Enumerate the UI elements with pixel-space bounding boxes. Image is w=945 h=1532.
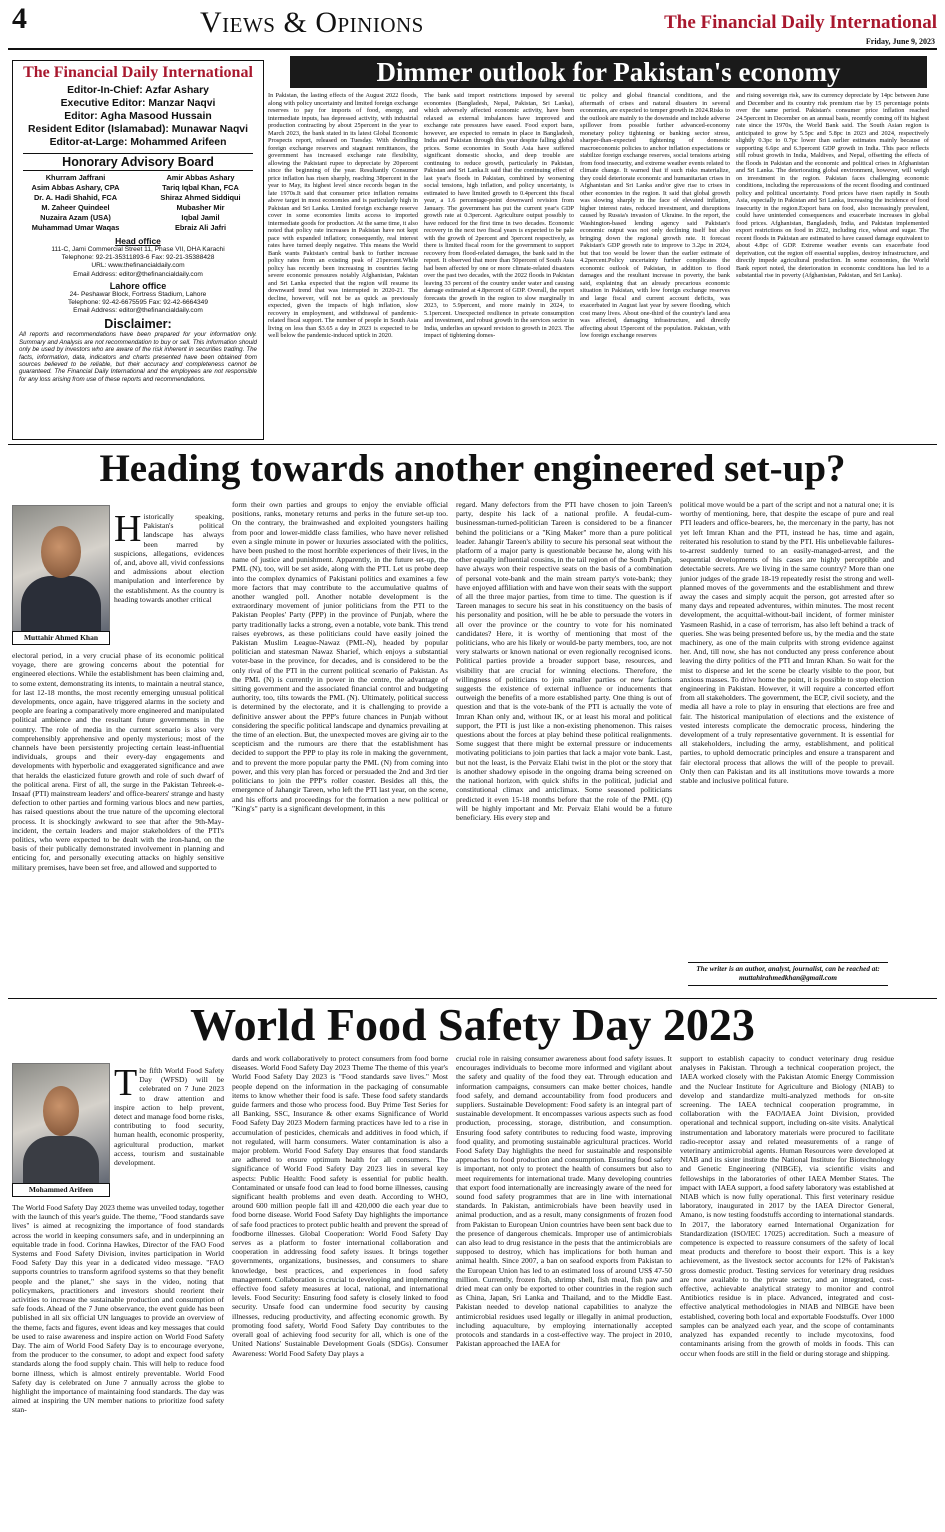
lahore-office-address: [13, 291, 263, 316]
advisor: M. Zaheer Quindeel: [41, 203, 110, 212]
page-number: 4: [12, 2, 27, 35]
disclaimer-text: All reports and recommendations have been prepared for your information only. Summary and Analysis are not recommendation to buy or sell. This information should only be used by investors who are aware of the risk inherent in securities trading. The facts, information, data, indicators and charts presented have been obtained from sources believed to be reliable, but their accuracy and completeness cannot be guaranteed. The Financial Daily International and the employees are not responsible for any loss arising from use of these reports and recommendations.: [19, 331, 257, 383]
article1-column: [424, 92, 574, 438]
article2-headline: Heading towards another engineered set-up?: [99, 447, 846, 490]
address-line: Telephone: 92-21-35311893-6 Fax: 92-21-35388428: [61, 254, 215, 262]
advisory-board: [13, 173, 263, 233]
author-caption: Mohammed Arifeen: [12, 1183, 110, 1197]
staff-line: Editor-In-Chief: Azfar Ashary: [67, 85, 209, 96]
advisor: Tariq Iqbal Khan, FCA: [162, 183, 239, 192]
article1-column: [736, 92, 929, 438]
staff-line: Executive Editor: Manzar Naqvi: [60, 98, 216, 109]
article1-paragraph: and rising sovereign risk, saw its currency depreciate by 14pc between June and December and its country risk premium rise by 15 percentage points over the same period. Pakistan's consumer price inflation reached 24.5percent in December on an annual basis, recently coming off its highest rate since the 1970s, the World Bank said. The South Asian region is anticipated to grow by 5.5pc and 5.8pc in 2023 and 2024, respectively slightly 0.3pc to 0.7pc lower than earlier estimates mainly because of supporting 6.6pc and 6.3percent GDP growth in India. This pace reflects still robust growth in India, Maldives, and Nepal, offsetting the effects of the floods in Pakistan and the economic and political crises in Afghanistan and Sri Lanka. The deteriorating global environment, however, will weigh on investment in the region. Pakistan faces challenging economic conditions, including the repercussions of the recent flooding and continued policy and political uncertainty. Food prices have risen rapidly in South Asia, especially in Pakistan and Sri Lanka, increasing the incidence of food insecurity in the region.Export bans on food, also increasingly prevalent, could have unintended consequences and exacerbate increases in global food prices. Afghanistan, Bangladesh, India, and Pakistan implemented export restrictions on food in 2022, including rice, wheat and sugar. The recent floods in Pakistan are estimated to have caused damage equivalent to about 4.8pc of GDP. Extreme weather events can exacerbate food deprivation, cut the region off essential supplies, destroy infrastructure, and directly impede agricultural production. In some economies, the World Bank report noted, the deterioration in economic conditions has led to a substantial rise in poverty (Afghanistan, Pakistan, and Sri Lanka).: [736, 92, 929, 279]
staff-list: [13, 84, 263, 149]
advisor: Ebraiz Ali Jafri: [174, 223, 227, 232]
advisor: Khurram Jaffrani: [45, 173, 106, 182]
head-office-address: [13, 246, 263, 279]
drop-cap: H: [114, 512, 142, 550]
email-link[interactable]: Email Address: editor@thefinancialdaily.com: [73, 307, 203, 315]
article3-intro: [114, 1066, 224, 1201]
author-caption: Muttahir Ahmed Khan: [12, 631, 110, 645]
head-office-title: Head office: [115, 236, 161, 246]
advisor: Mubasher Mir: [176, 203, 225, 212]
article2-paragraph: regard. Many defectors from the PTI have chosen to join Tareen's party, despite his lack of a national profile. A feudal-cum-businessman-turned-politician Tareen is considered to be a financer behind the politicians or a "King Maker" more than a pure political leader. Jahangir Tareen's ability to secure his personal seat without the platform of a major party is questionable because he, along with his other equally influential cousins, in the tail region of the South Punjab, have always won their respective seats on the basis of a combination of personal vote-bank and the main stream party's vote-bank; they have enjoyed affiliation with and have won their seats with the support of all the three major parties, from time to time. The question is if Tareen manages to secure his seat in his constituency on the basis of his personality and position, will he be able to persuade the voters in all over the province or the country to vote for his nominated candidates? Here, it is worthy of mentioning that most of the politicians, who are his likely or would-be party members, too, are not very stalwarts or known national or even regionally recognised icons. Political parties provide a broader support base, resources, and visibility that are crucial for winning elections. Therefore, the willingness of politicians to join smaller parties or new factions suggests the existence of external influence or inducements that outweigh the benefits of a more established party. One thing is out of question and that is the vote-bank of the PTI is actually the vote of Imran Khan only and, without IK, or at least his moral and political support, the PTI is just like a non-existing phenomenon. This raises questions about the forces at play behind these political realignments. Some suggest that there might be external pressure or inducements motivating politicians to join parties that lack a major vote bank. Last, but not the least, is the Pervaiz Elahi twist in the plot or the story that is another shadowy episode in the ongoing drama being screened on the national horizon, with quick shifts in the political, judicial and constitutional climax and anticlimax. Some seasoned politicians predicted it even 15-18 months before that the role of the PML (Q) will be highly important and Mr. Pervaiz Elahi would be a future beneficiary. His every step and: [456, 500, 672, 822]
article2-lead: istorically speaking, Pakistan's political landscape has always been marred by suspicions, allegations, evidences of, and, above all, vivid confessions and admissions about election manipulation and interference by the establishment. As the country is heading towards another critical: [114, 512, 224, 604]
advisory-right: [138, 173, 263, 233]
header-rule: [8, 48, 937, 50]
article3-column: [12, 1203, 224, 1525]
author-photo: [12, 1063, 110, 1187]
address-line: 111-C, Jami Commercial Street 11, Phase VII, DHA Karachi: [51, 246, 225, 253]
staff-line: Editor: Agha Masood Hussain: [64, 111, 212, 122]
address-line: Telephone: 92-42-6675595 Fax: 92-42-6664349: [67, 299, 209, 307]
article2-paragraph: electoral period, in a very crucial phase of its economic political voyage, there are growing concerns about the potential for engineered elections. While the establishment has been claiming and, to some extent, demonstrating its intents, to maintain a neutral stance, for last 12-18 months, the most recently emerging unusual political developments, once again, have triggered alarms in the society and people are fearing a comparatively more engineered and manipulated political ambience and the resultant future governments in the country. The role of media in the current scenario is also very comprehensibly apprehensive and openly mysterious; most of the channels have been persistently projecting certain least-influential individuals, groups and their every-day engagements and developments with hyperbolic and exaggerated significance and awe that heralds the elasticized future growth and role of such dwarf of the political arena. First of all, the surge in the Pakistan Tehreek-e-Insaaf (PTI) mainstream leaders' and office-bearers' strange and hasty defection to other parties and forming various blocs and new parties, has raised questions about the true nature of the upcoming electoral process. It is shockingly awkward to see that after the 9th-May-incident, the certain leaders and major stakeholders of the PTI's politics, who were expected to be dealt with the iron-hand, on the basis of their publically demonstrated involvement in planning and enticing for, and personally executing attacks on highly sensitive military premises, have been set free, and allowed and supported to: [12, 651, 224, 872]
advisor: Dr. A. Hadi Shahid, FCA: [33, 193, 118, 202]
advisor: Iqbal Jamil: [181, 213, 220, 222]
article2-column: [456, 500, 672, 996]
advisory-left: [13, 173, 138, 233]
section-title: Views & Opinions: [200, 6, 424, 39]
article3-paragraph: dards and work collaboratively to protect consumers from food borne diseases. World Food Safety Day 2023 Theme The theme of this year's World Food Safety Day 2023 is "Food standards save lives." Most people depend on the information in the packaging of consumable items to know whether their food is safe. These food safety standards guide farmers and those who process food. Buy Prime Test Series for all Banking, SSC, Insurance & other exams Significance of World Food Safety Day 2023 Modern farming practices have led to a rise in accumulation of pesticides, chemicals and additives in food which, if not regulated, will harm consumers. Water contamination is also a major problem. World Food Safety Day ensures that food standards are adhered to ensure optimum health for all consumers. The significance of World Food Safety Day 2023 lies in several key aspects: Public Health: Food safety is essential for public health. Contaminated or unsafe food can lead to food borne illnesses, causing significant health problems and even death. According to WHO, around 600 million people fall ill and 420,000 die each year due to food borne disease. World Food Safety Day highlights the importance of safe food practices to protect public health and prevent the spread of foodborne illnesses. Global Cooperation: World Food Safety Day serves as a platform to foster international collaboration and cooperation in addressing food safety issues. It brings together governments, organizations, businesses, and consumers to share knowledge, best practices, and experiences in food safety management. Collaboration is crucial to developing and implementing effective food safety measures at local, national, and international levels. Food Security: Ensuring food safety is closely linked to food security. Unsafe food can undermine food security by causing illnesses, reducing productivity, and affecting economic growth. By promoting food safety, World Food Safety Day contributes to the overall goal of achieving food security for all, which is one of the United Nations' Sustainable Development Goals (SDGs). Consumer Awareness: World Food Safety Day plays a: [232, 1054, 448, 1358]
article3-headline: World Food Safety Day 2023: [190, 999, 755, 1050]
article2-paragraph: political move would be a part of the script and not a natural one; it is worthy of mentioning, here, that despite the escape of pure and real PTI leaders and office-bearers, he, the mercenary in the party, has not yet left Imran Khan and the PTI, instead he has, time and again, reiterated his resolution to stand by the PTI. His unbelievable failures-to-arrest suddenly turned to an easily-managed-arrest, and the sequential developments of his cases are highly perceptible and detectable secrets. Are we living in the same country? More than one junior judges of the grade 18-19 repeatedly resist the strong and well-planned moves of the governments and the establishment and threw away the cases and simply acquit the person, got arrested after so many days and repeated adventures, within minutes. The most recent development, the acquittal-without-bail incident, of former minister Yasmeen Rashid, in a case of terrorism, has also left behind a track of queries. She was being presented before us, by the media and the state machinery, as one of the main culprits with strong evidence against her. And, till now, she has not conducted any press conference about leaving the dirty politics of the PTI and Imran Khan. So wait for the mist to disperse and let the scene be clearly visible to the poor, but anxious masses. To drive home the point, it is possible to stop election engineering in Pakistan. However, it will require a concerted effort from all stakeholders. The government, the ECP, civil society, and the media all have a role to play in ensuring that elections are free and fair. The historical manipulation of elections and the existence of vested interests complicate the democratic process, hindering the development of a truly representative government. It is essential for all stakeholders, including the army, establishment, and political parties, to uphold democratic principles and ensure a transparent and fair electoral process that allows the will of the people to prevail. Only then can Pakistan and its all institutions move towards a more stable and inclusive political future.: [680, 500, 894, 786]
author-photo: [12, 505, 110, 633]
article3-lead: he fifth World Food Safety Day (WFSD) will be celebrated on 7 June 2023 to draw attention and inspire action to help prevent, detect and manage food borne risks, contributing to food security, human health, economic prosperity, agricultural production, market access, tourism and sustainable development.: [114, 1066, 224, 1168]
article2-column: [12, 651, 224, 996]
advisor: Shiraz Ahmed Siddiqui: [160, 193, 241, 202]
advisor: Muhammad Umar Waqas: [31, 223, 120, 232]
article2-intro: [114, 512, 224, 652]
writer-note: The writer is an author, analyst, journalist, can be reached at: muttahirahmedkhan@gmail.com: [688, 962, 888, 986]
email-link[interactable]: Email Address: editor@thefinancialdaily.com: [73, 270, 203, 278]
article2-paragraph: form their own parties and groups to enjoy the enviable official positions, ranks, monetary returns and perks in the future set-up too. On the contrary, the brainwashed and exploited youngsters hailing from poor and lower-middle class families, who have never relished even a single minute in power or luxuries associated with the politics, have been pushed to the most horrible experiences of their lives, in the name of justice and punishment. Apparently, in the future set-up, the PML (N), too, will be set aside, along with the PTI. Let us probe deep into the complex dynamics of Pakistani politics and examines a few more factors that may contribute to the accumulative qualms of another wangled poll. Another notable development is the extraordinary movement of junior politicians from the PTI to the Pakistan Peoples' Party (PPP) in the province of Punjab, where the party traditionally lacks a strong, even a notable, vote bank. This trend raises eyebrows, as these politicians could have easily joined the Pakistan Muslim League-Nawaz (PML-N), headed by popular politician and statesman Nawaz Sharief, which enjoys a substantial voter-base in the province, for decades, and is considered to be the only rival of the PTI in the current political scenario of Pakistan. As the PML (N) is currently in power in the centre, the advantage of sitting government and the associated financial control and budgeting authority, too, tilts towards the PML (N). Ultimately, political success is determined by the electorate, and it is challenging to provide a definitive answer about the PPP's future chances in Punjab without considering the specific political landscape and dynamics prevailing at the time of an election. But, the unexpected moves are giving air to the scepticism and the rumours are there that the establishment has decided to support the PPP to play its role in making the government, and to prevent the more popular party the PML (N) from coming into power, and this very plan has forced or persuaded the 2nd and 3rd tier politicians to join the PPP's roller coaster. Besides all this, the emergence of Jahangir Tareen, who left the PTI last year, on the scene, and his efforts and proceedings for the formation a new political or "King's" party is a significant development, in this: [232, 500, 448, 813]
drop-cap: T: [114, 1066, 138, 1104]
brand-name: The Financial Daily International: [664, 12, 937, 33]
article3-column: [232, 1054, 448, 1525]
disclaimer-title: Disclaimer:: [104, 317, 172, 332]
article3-column: [680, 1054, 894, 1525]
advisor: Asim Abbas Ashary, CPA: [31, 183, 120, 192]
article3-column: [456, 1054, 672, 1525]
staff-line: Editor-at-Large: Mohammed Arifeen: [49, 137, 227, 148]
advisor: Nuzaira Azam (USA): [40, 213, 111, 222]
divider: [8, 444, 937, 445]
article2-column: [680, 500, 894, 958]
article1-paragraph: The bank said import restrictions imposed by several economies (Bangladesh, Nepal, Pakistan, Sri Lanka), which adversely affected economic activity, have been relaxed as external imbalances have improved and exchange rate pressures have eased. Food export bans, however, are expected to remain in place in Bangladesh, India and Pakistan through this year despite falling global prices. Some economies in South Asia have suffered significant domestic shocks, and deep trouble are continuing to reduce growth, particularly in Pakistan, Pakistan and Sri Lanka.It said that the continuing effect of last year's floods in Pakistan, combined by worsening social tensions, high inflation, and policy uncertainty, is estimated to have limited growth to 0.4percent this fiscal year, a 1.6 percentage-point downward revision from January. The government has put the current year's GDP growth rate at 0.3percent. Agriculture output possibly to have reduced for the first time in two decades. Economic recovery in the next two fiscal years is expected to be pale with the growth of 2percent and 3percent respectively, as there is limited fiscal room for the government to support recovery from flood-related damages, the bank said in the report. It observed that more than 50percent of South Asia had been affected by one or more climate-related disasters over the past two decades, with the 2022 floods in Pakistan leaving 33 percent of the country under water and causing damage estimated at 4.8percent of GDP. Overall, the report forecasts the growth in the region to slow marginally in 2023, to 5.9percent, and more mainly in 2024, to 5.1percent. Unexpected resilience in private consumption and investment, and robust growth in the services sector in India, underlies an upward revision to growth in 2023. The impact of tightening domes-: [424, 92, 574, 339]
masthead-title: The Financial Daily International: [23, 64, 253, 81]
article1-column: [268, 92, 418, 438]
article1-paragraph: tic policy and global financial conditions, and the aftermath of crises and natural disasters in several economies, are expected to temper growth in 2024.Risks to the outlook are mainly to the downside and include adverse spillover from possible further advanced-economy monetary policy tightening or banking sector stress, sharper-than-expected tightening of domestic macroeconomic policies to anchor inflation expectations or stabilize foreign exchange reserves, social tensions arising from food insecurity, and extreme weather events related to climate change. It warned that if such risks materialize, they could deteriorate economic and humanitarian crises in Afghanistan and Sri Lanka and/or give rise to crises in other economies in the region. It said that global growth was slowing sharply in the face of elevated inflation, higher interest rates, reduced investment, and disruptions caused by Russia's invasion of Ukraine. In the report, the Washington-based lending agency said Pakistan's economic output was not only declining itself but also bringing down the regional growth rate. It forecast Pakistan's GDP growth rate to improve to 3.2pc in 2024, but that too would be lower than the earlier estimate of 4.2percent.Policy uncertainty further complicates the economic outlook of Pakistan, in addition to flood damages and the resultant increase in poverty, the bank said, explaining that an already precarious economic situation in Pakistan, with low foreign exchange reserves and large fiscal and current account deficits, was exacerbated in August last year by severe flooding, which cost many lives. About one-third of the country's land area was affected, damaging infrastructure, and directly affecting about 15percent of the population. Pakistan, with low foreign exchange reserves: [580, 92, 730, 339]
article3-paragraph: crucial role in raising consumer awareness about food safety issues. It encourages individuals to become more informed and vigilant about the safety and quality of the food they eat. Through education and information campaigns, consumers can make better choices, handle food safely, and demand accountability from food producers and suppliers. Sustainable Development: Food safety is an integral part of sustainable development. It encompasses various aspects such as food production, processing, storage, distribution, and consumption. Ensuring food safety contributes to reducing food waste, improving food quality, and promoting sustainable agricultural practices. World Food Safety Day highlights the need for sustainable and responsible approaches to food production and consumption. Ensuring food safety is important, not only to protect the health of consumers but also to meet requirements for international trade. Many developing countries that export food internationally are increasingly aware of the need for sound food safety programmes that are in line with international standards. In Pakistan, antimicrobials have been heavily used in animal production, and as a result, many consignments of frozen food from Pakistan to European Union countries have been sent back due to the presence of dangerous chemicals. Improper use of antimicrobials can also lead to drug resistance in the pests that the antimicrobials are supposed to destroy, which has implications for both human and animal health. Since 2007, a ban on seafood exports from Pakistan to the European Union has led to an estimated loss of around US$ 47-50 million. Currently, frozen fish, shrimp shell, fish meal, fish paw and dried meat can only be exported to other countries in the region such as China, Japan, Sri Lanka and Thailand, and to the Middle East. Pakistan needed to develop national capabilities to analyze the antimicrobial residues used legally or illegally in animal production, including aquaculture, by employing internationally accepted protocols and standards in a cost-effective way. The project in 2010, Pakistan approached the IAEA for: [456, 1054, 672, 1349]
advisory-title: Honorary Advisory Board: [23, 153, 253, 171]
staff-line: Resident Editor (Islamabad): Munawar Naqvi: [28, 124, 248, 135]
article1-column: [580, 92, 730, 438]
advisor: Amir Abbas Ashary: [166, 173, 235, 182]
article1-headline: Dimmer outlook for Pakistan's economy: [290, 56, 927, 88]
article2-column: [232, 500, 448, 996]
article3-paragraph: The World Food Safety Day 2023 theme was unveiled today, together with the launch of this year's guide. The theme, "Food standards save lives" is aimed at recognizing the importance of food standards across the world in keeping consumers safe, and in underpinning an equitable trade in food. Corinna Hawkes, Director of the FAO Food Systems and Food Safety Division, invites participation in World Food Safety Day this year in a dedicated video message. "FAO supports countries to transform agrifood systems so that they benefit people and the planet," she says in the video, noting that policymakers, practitioners and investors should reorient their activities to increase the sustainable production and consumption of safe foods. Ahead of the 7 June observance, the event guide has been published in all six official UN languages to provide an overview of the theme, facts and figures, event ideas and key messages that could be used to raise awareness and inspire action on World Food Safety Day. The aim of World Food Safety Day is to encourage everyone, from the producer to the consumer, to adopt and expect food safety standards along the food supply chain. This will help to reduce food borne illness, which is almost entirely preventable. World Food Safety day is celebrated on June 7 annually across the globe to highlight the importance of maintaining food standards. The day was aimed at inspiring the UN member nations to prioritize food safety stan-: [12, 1203, 224, 1415]
website-link[interactable]: URL: www.thefinancialdaily.com: [91, 262, 185, 270]
article1-paragraph: In Pakistan, the lasting effects of the August 2022 floods, along with policy uncertainty and limited foreign exchange reserves to pay for imports of food, energy, and intermediate inputs, has depressed activity, with industrial production contracting by about 25percent in the year to March 2023, the bank stated in its latest Global Economic Prospects report, released on Tuesday. With dwindling foreign exchange reserves and stagnant remittances, the government has increased exchange rate flexibility, allowing the Pakistani rupee to depreciate by 20percent since the beginning of the year. Resultantly Consumer price inflation has risen sharply, reaching 38percent in the year to May, its highest level since records began in the late 1970s.It said that consumer price inflation remains above target in most economies and is particularly high in Pakistan and Sri Lanka. Limited foreign exchange reserve cover in some economies limits access to imported intermediate goods for production. At the same time, it also noted that policy rate increases in Pakistan have not kept pace with expanded inflation; consequently, real interest rates have turned deeply negative. This means the World Bank wants Pakistan's central bank to further increase policy rates from an existing peak of 21percent.While policy has recently been increasing in countries facing severe economic pressures notably Afghanistan, Pakistan and Sri Lanka expected that the region will resume its downward trend that was interrupted in 2020-21. The decline, however, will not be as quick as previously expected, given the impacts of high inflation, slow recovery in employment, and withdrawal of pandemic-related fiscal support. The number of people in South Asia living on less than $3.65 a day in 2023 is expected to be well below the pandemic-induced uptick in 2020.: [268, 92, 418, 339]
address-line: 24- Peshawar Block, Fortress Stadium, Lahore: [69, 290, 207, 298]
masthead-box: [12, 60, 264, 440]
article3-paragraph: support to establish capacity to conduct veterinary drug residue analyses in Pakistan. Through a technical cooperation project, the IAEA worked closely with the Pakistan Atomic Energy Commission and the Nuclear Institute for Agriculture and Biology (NIAB) to develop and standardize multi-analyzed methods for on-site screening. The IAEA technical cooperation programme, in collaboration with the FAO/IAEA Joint Division, provided operational and technical support, including on-site visits. Analytical instrumentation and laboratory materials were procured to facilitate radio-receptor assay and related measurements of a range of veterinary antimicrobial agents. Human Resources were developed at NIAB and its sister institute the National Institute for Biotechnology and Genetic Engineering (NIBGE), via scientific visits and fellowships in the laboratories of other IAEA Member States. The impact with IAEA support, a food safety laboratory was established at NIAB which is now fully operational. This first veterinary residue laboratory, inaugurated in 2017 by the IAEA Director General, Amano, is now testing foodstuffs according to international standards. In 2017, the laboratory earned International Organization for Standardization (ISO/IEC 17025) accreditation. Such a measure of competence is expected to reassure consumers of the safety of local meat products and therefore to boost their export. This is a key achievement, as the livestock sector accounts for 12% of Pakistan's gross domestic product. Testing services for veterinary drug residues are now available to the private sector, and an integrated, cost-effective, achievable analytical strategy to monitor and control Antibiotics residue is in place. Advanced, integrated and cost-effective analytical methodologies in NIAB and NIBGE have been established, covering both local and exportable Foodstuffs. Over 1000 samples can be analyzed each year, and the scope of contaminants analyzed has expanded recently to include mycotoxins, food contaminants arising from the growth of molds in foods. This can occur when foods are still in the field or during storage and shipping.: [680, 1054, 894, 1358]
lahore-office-title: Lahore office: [109, 280, 167, 291]
issue-date: Friday, June 9, 2023: [865, 37, 935, 46]
